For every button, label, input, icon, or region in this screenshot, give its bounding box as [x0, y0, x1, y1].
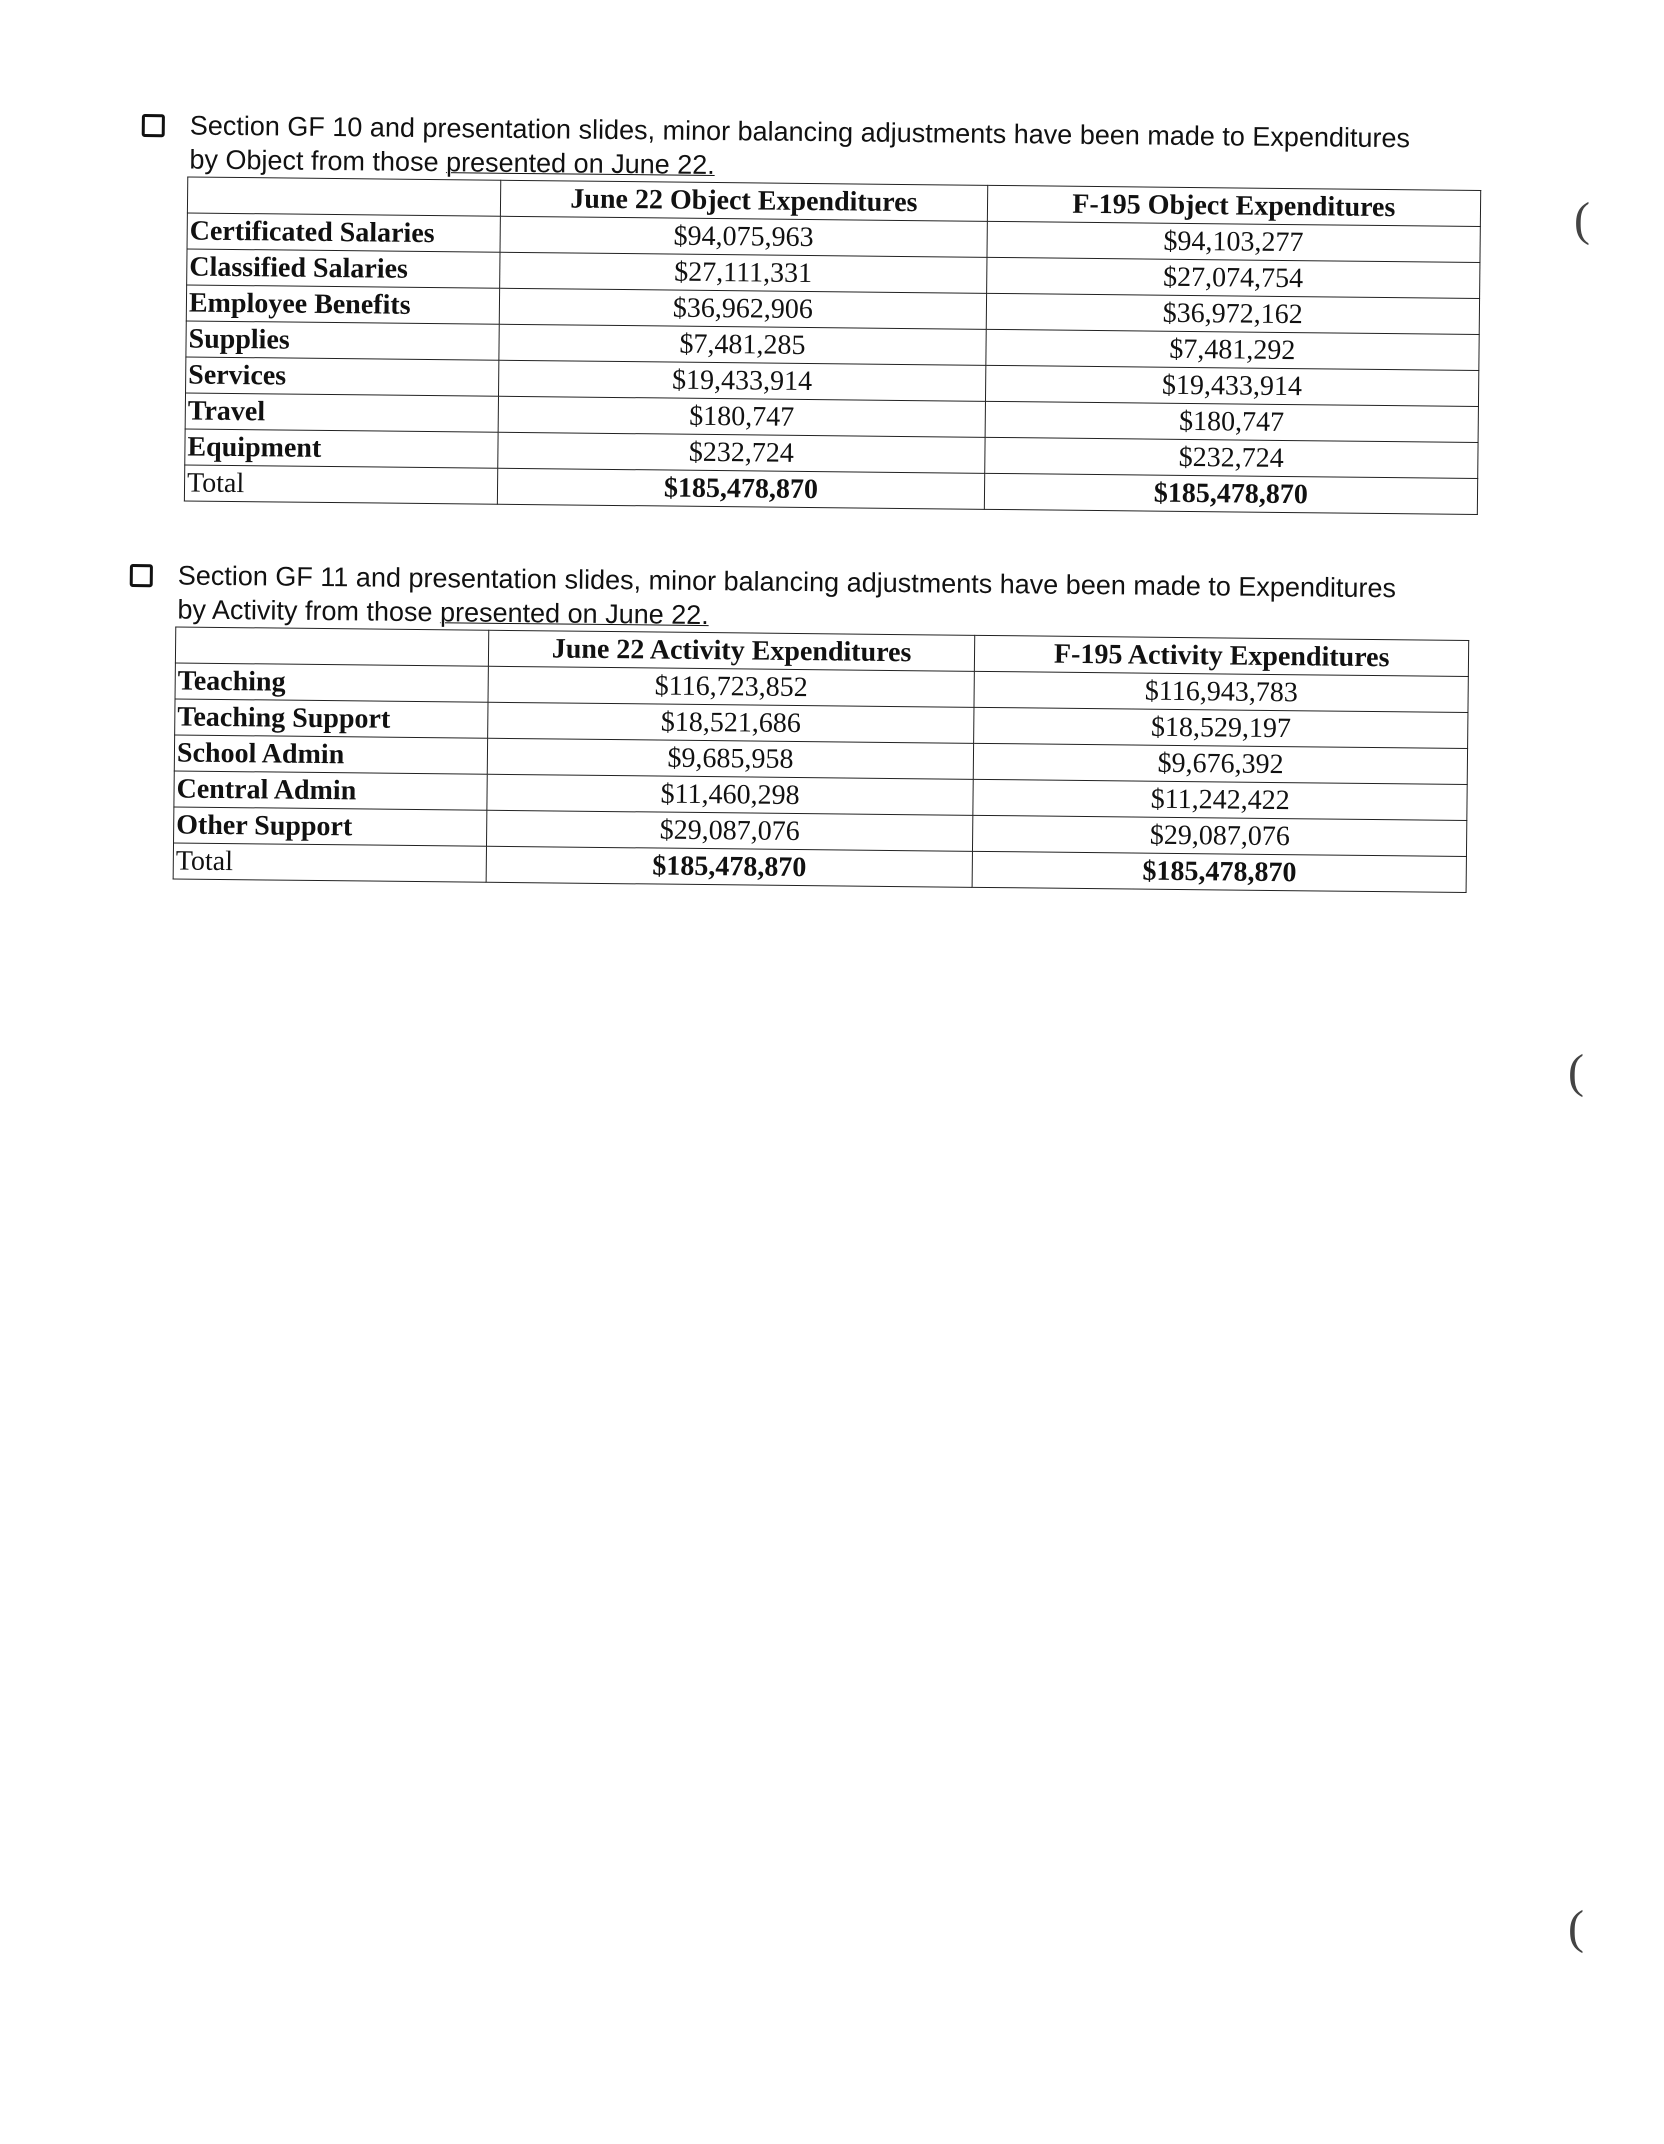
object-intro-line2-rest: presented on June 22. [445, 147, 715, 181]
row-label: Travel [185, 393, 499, 432]
row-label: Other Support [174, 807, 487, 846]
f195-value: $116,943,783 [974, 671, 1468, 712]
june22-value: $11,460,298 [487, 774, 974, 815]
row-label: Total [173, 843, 486, 882]
object-intro-line2-prefix: by Object from those [189, 144, 447, 178]
activity-section-intro [129, 558, 1478, 640]
june22-value: $94,075,963 [500, 216, 987, 257]
f195-value: $180,747 [985, 401, 1479, 442]
f195-value: $36,972,162 [986, 293, 1480, 334]
checkbox-bullet-icon [142, 114, 165, 137]
f195-value: $232,724 [984, 437, 1478, 478]
header-f195: F-195 Activity Expenditures [975, 635, 1469, 676]
header-f195: F-195 Object Expenditures [987, 185, 1481, 226]
row-label: Equipment [185, 429, 499, 468]
row-label: Total [184, 465, 498, 504]
f195-value: $9,676,392 [974, 743, 1468, 784]
checkbox-bullet-icon [130, 564, 153, 587]
june22-value: $19,433,914 [499, 360, 986, 401]
activity-expenditures-section [127, 558, 1470, 893]
row-label: Central Admin [174, 771, 487, 810]
activity-expenditures-table [173, 626, 1470, 893]
row-label: Teaching Support [175, 699, 488, 738]
f195-total: $185,478,870 [984, 473, 1478, 514]
activity-intro-line2-rest: presented on June 22. [439, 597, 709, 631]
june22-value: $7,481,285 [499, 324, 986, 365]
header-june22: June 22 Object Expenditures [501, 180, 988, 221]
row-label: Teaching [175, 663, 488, 702]
f195-value: $29,087,076 [973, 815, 1467, 856]
header-blank [175, 627, 488, 666]
june22-value: $27,111,331 [500, 252, 987, 293]
f195-value: $7,481,292 [985, 329, 1479, 370]
header-june22: June 22 Activity Expenditures [488, 630, 975, 671]
row-label: Certificated Salaries [187, 213, 501, 252]
f195-value: $19,433,914 [985, 365, 1479, 406]
margin-mark: ( [1568, 1901, 1584, 1954]
f195-value: $27,074,754 [986, 257, 1480, 298]
object-expenditures-table [184, 176, 1481, 515]
header-blank [187, 177, 501, 216]
june22-value: $116,723,852 [488, 666, 975, 707]
june22-value: $29,087,076 [486, 810, 973, 851]
row-label: Services [186, 357, 500, 396]
row-label: Employee Benefits [186, 285, 500, 324]
june22-value: $180,747 [498, 396, 985, 437]
object-intro-line1: Section GF 10 and presentation slides, minor balancing adjustments have been made to Expenditures [189, 110, 1411, 154]
f195-value: $18,529,197 [974, 707, 1468, 748]
june22-value: $18,521,686 [487, 702, 974, 743]
f195-value: $94,103,277 [987, 221, 1481, 262]
margin-mark: ( [1568, 1045, 1584, 1098]
f195-total: $185,478,870 [973, 851, 1467, 892]
row-label: Supplies [186, 321, 500, 360]
june22-total: $185,478,870 [498, 468, 985, 509]
object-section-intro [141, 108, 1490, 190]
june22-value: $9,685,958 [487, 738, 974, 779]
activity-intro-line2-prefix: by Activity from those [177, 594, 441, 628]
row-label: Classified Salaries [187, 249, 501, 288]
row-label: School Admin [174, 735, 487, 774]
f195-value: $11,242,422 [973, 779, 1467, 820]
june22-value: $36,962,906 [499, 288, 986, 329]
june22-value: $232,724 [498, 432, 985, 473]
margin-mark: ( [1574, 193, 1590, 246]
activity-intro-line1: Section GF 11 and presentation slides, minor balancing adjustments have been made to Expenditures [177, 560, 1397, 604]
object-expenditures-section [138, 108, 1482, 515]
june22-total: $185,478,870 [486, 846, 973, 887]
